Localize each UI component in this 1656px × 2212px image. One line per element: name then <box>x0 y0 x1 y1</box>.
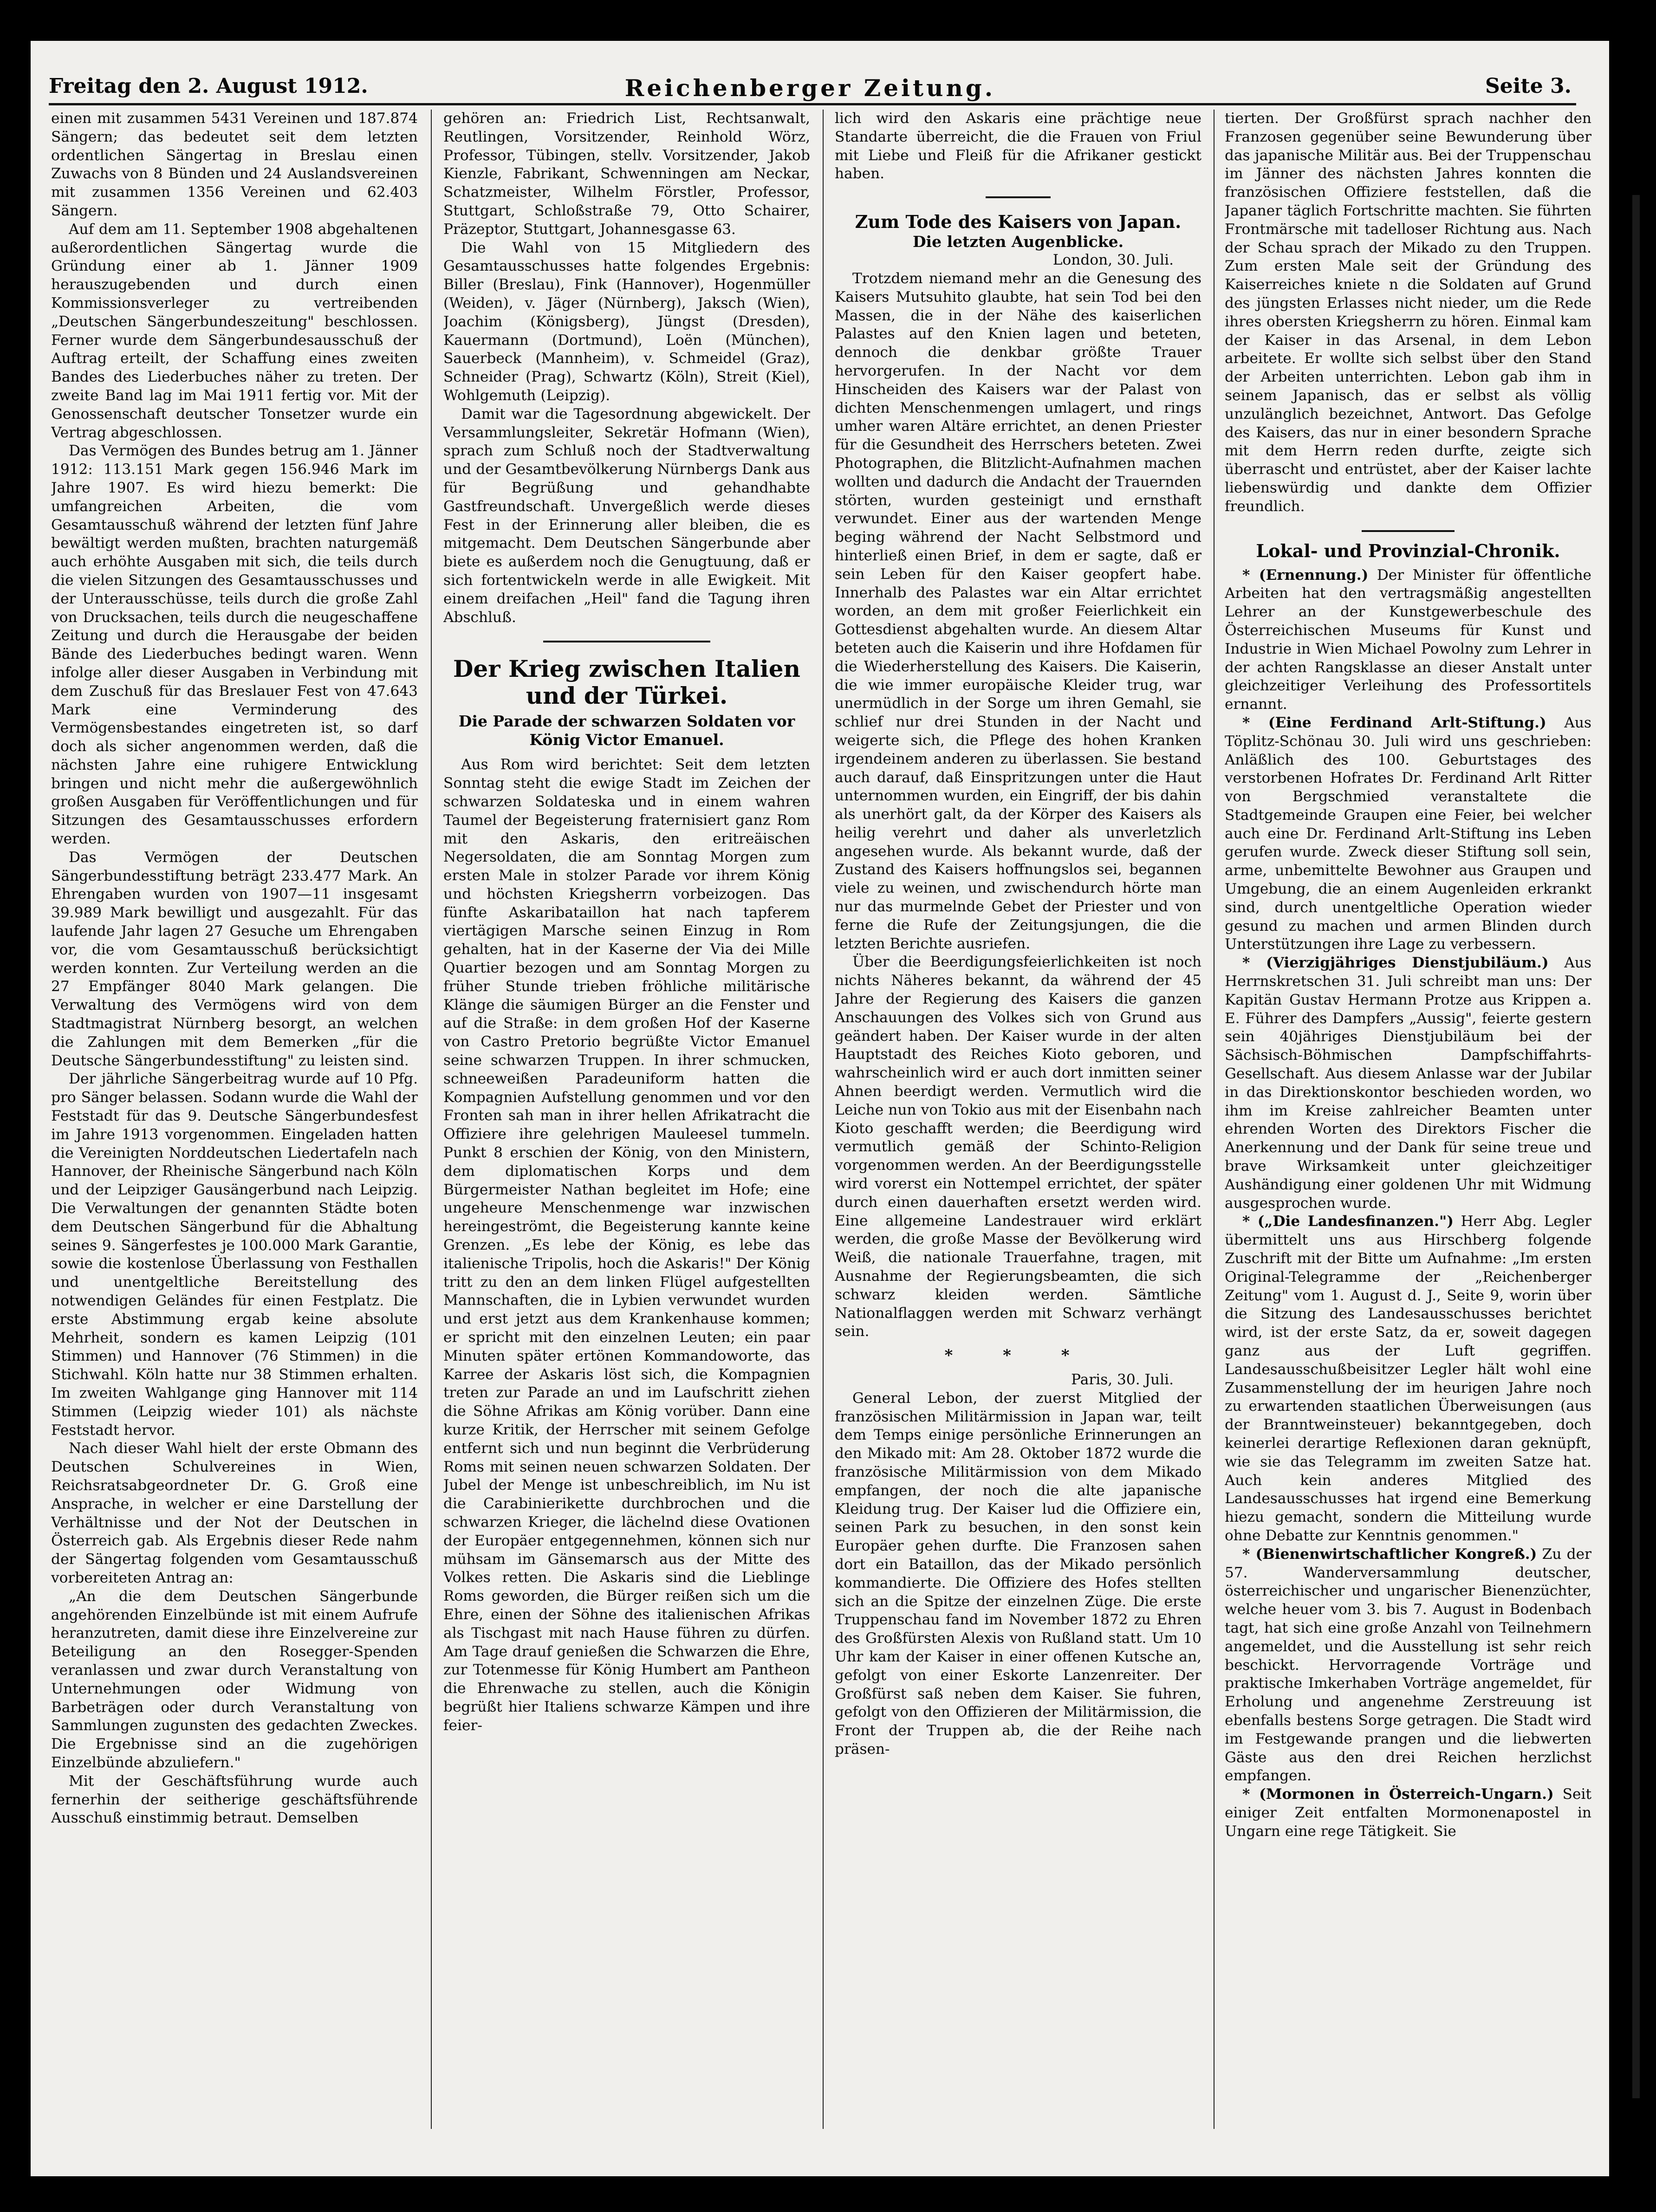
news-item <box>1225 954 1591 1213</box>
news-item-text: Aus Herrnskretschen 31. Juli schreibt man uns: Der Kapitän Gustav Hermann Protze aus Krippen a. E. Führer des Dampfers „Aussig", feierte gestern sein 40jähriges Dienstjubiläum bei der Sächsisch-Böhmischen Dampfschiffahrts-Gesellschaft. Aus diesem Anlasse war der Jubilar in das Direktionskontor beschieden worden, wo ihm im Kreise zahlreicher Beamten unter ehrenden Worten des Direktors Fischer die Anerkennung und der Dank für seine treue und brave Wirksamkeit unter gleichzeitiger Aushändigung einer goldenen Uhr mit Widmung ausgesprochen wurde. <box>1225 954 1591 1212</box>
paragraph: gehören an: Friedrich List, Rechtsanwalt, Reutlingen, Vorsitzender, Reinhold Wörz, Professor, Tübingen, stellv. Vorsitzender, Jakob Kienzle, Fabrikant, Schwenningen am Neckar, Schatzmeister, Wilhelm Förstler, Professor, Stuttgart, Schloßstraße 79, Otto Schairer, Präzeptor, Stuttgart, Johannesgasse 63. <box>443 110 810 238</box>
column-4 <box>1225 110 1591 2134</box>
paragraph: Die Wahl von 15 Mitgliedern des Gesamtausschusses hatte folgendes Ergebnis: Biller (Breslau), Fink (Hannover), Hogenmüller (Weiden), v. Jäger (Nürnberg), Jaksch (Wien), Joachim (Königsberg), Jüngst (Dresden), Kauermann (Dortmund), Loën (München), Sauerbeck (Mannheim), v. Schmeidel (Graz), Schneider (Prag), Schwartz (Köln), Streit (Kiel), Wohlgemuth (Leipzig). <box>443 239 810 404</box>
news-item <box>1225 1785 1591 1841</box>
news-item-head: * (Vierzigjähriges Dienstjubiläum.) <box>1242 954 1549 972</box>
column-rule <box>431 110 432 2129</box>
column-3 <box>835 110 1201 2134</box>
news-item <box>1225 714 1591 954</box>
news-item-text: Der Minister für öffentliche Arbeiten hat den vertragsmäßig angestellten Lehrer an der Kunstgewerbeschule des Österreichischen Museums für Kunst und Industrie in Wien Michael Powolny zum Lehrer in der achten Rangsklasse an dieser Anstalt unter gleichzeitiger Verleihung des Professortitels ernannt. <box>1225 566 1591 713</box>
column-2 <box>443 110 810 2134</box>
news-item-head: * (Bienenwirtschaftlicher Kongreß.) <box>1242 1545 1537 1563</box>
article-headline: Der Krieg zwischen Italien und der Türkei. <box>453 655 800 710</box>
newspaper-title: Reichenberger Zeitung. <box>624 74 996 102</box>
page-number: Seite 3. <box>1485 74 1572 98</box>
header-rule <box>49 103 1576 105</box>
paragraph: Auf dem am 11. September 1908 abgehaltenen außerordentlichen Sängertag wurde die Gründung einer ab 1. Jänner 1909 herauszugebenden und durch einen Kommissionsverleger zu vertreibenden „Deutschen Sängerbundeszeitung" beschlossen. Ferner wurde dem Sängerbundesausschuß der Auftrag erteilt, der Schaffung eines zweiten Bandes des Liederbuches näher zu treten. Der zweite Band lag im Mai 1911 fertig vor. Mit der Genossenschaft deutscher Tonsetzer wurde ein Vertrag abgeschlossen. <box>51 221 418 441</box>
paragraph: einen mit zusammen 5431 Vereinen und 187.874 Sängern; das bedeutet seit dem letzten ordentlichen Sängertag in Breslau einen Zuwachs von 8 Bünden und 24 Auslandsvereinen mit zusammen 1356 Vereinen und 62.403 Sängern. <box>51 110 418 219</box>
scan-edge-bar <box>1632 195 1640 2098</box>
paragraph: Nach dieser Wahl hielt der erste Obmann des Deutschen Schulvereines in Wien, Reichsratsabgeordneter Dr. G. Groß eine Ansprache, in welcher er eine Darstellung der Verhältnisse und der Not der Deutschen in Österreich gab. Als Ergebnis dieser Rede nahm der Sängertag folgenden vom Gesamtausschuß vorbereiteten Antrag an: <box>51 1440 418 1586</box>
paragraph: Über die Beerdigungsfeierlichkeiten ist noch nichts Näheres bekannt, da während der 45 Jahre der Regierung des Kaisers die ganzen Anschauungen des Volkes sich von Grund aus geändert haben. Der Kaiser wurde in der alten Hauptstadt des Reiches Kioto geboren, und wahrscheinlich wird er auch dort inmitten seiner Ahnen beerdigt werden. Vermutlich wird die Leiche nun von Tokio aus mit der Eisenbahn nach Kioto geschafft werden; die Beerdigung wird vermutlich gemäß der Schinto-Religion vorgenommen werden. An der Beerdigungsstelle wird vorerst ein Nottempel errichtet, der später durch einen dauerhaften ersetzt werden wird. Eine allgemeine Landestrauer wird erklärt werden, die große Masse der Bevölkerung wird Weiß, die nationale Trauerfahne, tragen, mit Ausnahme der Regierungsbeamten, die sich schwarz kleiden werden. Sämtliche Nationalflaggen werden mit Schwarz verhängt sein. <box>835 954 1201 1340</box>
paragraph: Mit der Geschäftsführung wurde auch fernerhin der seitherige geschäftsführende Ausschuß einstimmig betraut. Demselben <box>51 1772 418 1827</box>
news-item <box>1225 566 1591 714</box>
section-divider <box>543 641 710 642</box>
news-item-head: * (Ernennung.) <box>1242 566 1369 584</box>
paragraph: Trotzdem niemand mehr an die Genesung des Kaisers Mutsuhito glaubte, hat sein Tod bei den Massen, die in der Nähe des kaiserlichen Palastes auf den Knien lagen und beteten, dennoch die denkbar größte Trauer hervorgerufen. In der Nacht vor dem Hinscheiden des Kaisers war der Palast von dichten Menschenmengen umlagert, und rings umher waren Altäre errichtet, an denen Priester für die Gesundheit des Herrschers beteten. Zwei Photographen, die Blitzlicht-Aufnahmen machen wollten und dadurch die Andacht der Trauernden störten, wurden gesteinigt und ernsthaft verwundet. Einer aus der wartenden Menge beging während der Nacht Selbstmord und hinterließ einen Brief, in dem er sagte, daß er sein Leben für den Kaiser geopfert habe. Innerhalb des Palastes war ein Altar errichtet worden, an dem mit großer Feierlichkeit ein Gottesdienst abgehalten wurde. An diesem Altar beteten auch die Kaiserin und ihre Hofdamen für die Wiederherstellung des Kaisers. Die Kaiserin, die wie immer europäische Kleider trug, war unermüdlich in der Sorge um ihren Gemahl, sie schlief nur drei Stunden in der Nacht und weigerte sich, die Pflege des hohen Kranken irgendeinem anderen zu überlassen. Sie bestand auch darauf, daß Einspritzungen unter die Haut unternommen wurden, ein Eingriff, der bis dahin als unerhört galt, da der Körper des Kaisers als heilig verehrt und daher als unverletzlich angesehen wurde. Als bekannt wurde, daß der Zustand des Kaisers hoffnungslos sei, begannen viele zu weinen, und zwischendurch hörte man nur das murmelnde Gebet der Priester und von ferne die Rufe der Zeitungsjungen, die die letzten Berichte ausriefen. <box>835 270 1201 952</box>
news-item-text: Zu der 57. Wanderversammlung deutscher, österreichischer und ungarischer Bienenzüchter, welche heuer vom 3. bis 7. August in Bodenbach tagt, hat sich eine große Anzahl von Teilnehmern angemeldet, und die Ausstellung ist sehr reich beschickt. Hervorragende Vorträge und praktische Imkerhaben Vorträge angemeldet, für Erholung und angenehme Zerstreuung ist ebenfalls bestens Sorge getragen. Die Stadt wird im Festgewande prangen und die liebwerten Gäste aus den drei Reichen herzlichst empfangen. <box>1225 1545 1591 1784</box>
section-divider <box>986 196 1051 198</box>
paragraph: General Lebon, der zuerst Mitglied der französischen Militärmission in Japan war, teilt dem Temps einige persönliche Erinnerungen an den Mikado mit: Am 28. Oktober 1872 wurde die französische Militärmission von dem Mikado empfangen, der noch die alte japanische Kleidung trug. Der Kaiser lud die Offiziere ein, seinen Park zu besuchen, in den sonst kein Europäer gehen durfte. Die Franzosen sahen dort ein Bataillon, das der Mikado persönlich kommandierte. Die Offiziere des Hofes stellten sich an die Spitze der einzelnen Züge. Die erste Truppenschau fand im November 1872 zu Ehren des Großfürsten Alexis von Rußland statt. Um 10 Uhr kam der Kaiser in einer offenen Kutsche an, gefolgt von einer Eskorte Lanzenreiter. Der Großfürst saß neben dem Kaiser. Sie fuhren, gefolgt von den Offizieren der Militärmission, die Front der Truppen ab, die der Reihe nach präsen- <box>835 1389 1201 1758</box>
news-item <box>1225 1213 1591 1545</box>
news-item-head: * (Eine Ferdinand Arlt-Stiftung.) <box>1242 714 1546 731</box>
dateline: London, 30. Juli. <box>1052 252 1174 269</box>
paragraph: „An die dem Deutschen Sängerbunde angehörenden Einzelbünde ist mit einem Aufrufe heranzutreten, damit diese ihre Einzelvereine zur Beteiligung an den Rosegger-Spenden veranlassen und zwar durch Veranstaltung von Unternehmungen oder Widmung von Barbeträgen oder durch Veranstaltung von Sammlungen zugunsten des gedachten Zweckes. Die Ergebnisse sind an die zugehörigen Einzelbünde abzuliefern." <box>51 1588 418 1771</box>
article-subheadline: Die Parade der schwarzen Soldaten vor König Victor Emanuel. <box>458 712 795 749</box>
news-item-head: * (Mormonen in Österreich-Ungarn.) <box>1242 1786 1554 1803</box>
article-subheadline: Die letzten Augenblicke. <box>912 233 1124 251</box>
news-item-text: Aus Töplitz-Schönau 30. Juli wird uns geschrieben: Anläßlich des 100. Geburtstages des verstorbenen Hofrates Dr. Ferdinand Arlt Ritter von Bergschmied veranstaltete die Stadtgemeinde Graupen eine Feier, bei welcher auch eine Dr. Ferdinand Arlt-Stiftung ins Leben gerufen wurde. Zweck dieser Stiftung soll sein, arme, unbemittelte Bewohner aus Graupen und Umgebung, die an einem Augenleiden erkrankt sind, durch unentgeltliche Operation wieder gesund zu machen und armen Blinden durch Unterstützungen ihre Lage zu verbessern. <box>1225 714 1591 953</box>
section-headline: Lokal- und Provinzial-Chronik. <box>1256 540 1560 561</box>
article-headline: Zum Tode des Kaisers von Japan. <box>855 211 1182 233</box>
masthead <box>49 74 1572 107</box>
paragraph: tierten. Der Großfürst sprach nachher den Franzosen gegenüber seine Bewunderung über das japanische Militär aus. Bei der Truppenschau im Jänner des nächsten Jahres konnten die französischen Offiziere feststellen, daß die Japaner täglich Fortschritte machten. Sie führten Frontmärsche mit tadelloser Richtung aus. Nach der Schau sprach der Mikado zu den Truppen. Zum ersten Male seit der Gründung des Kaiserreiches kniete n die Soldaten auf Grund des jüngsten Erlasses nicht nieder, um die Rede ihres obersten Kriegsherrn zu hören. Einmal kam der Kaiser in das Arsenal, in dem Lebon arbeitete. Er wollte sich selbst über den Stand der Arbeiten unterrichten. Lebon gab ihm in seinem Japanisch, das er selbst als völlig unzulänglich bezeichnet, Antwort. Das Gefolge des Kaisers, das nur in einer besondern Sprache mit dem Herrn reden durfte, zeigte sich überrascht und entrüstet, aber der Kaiser lachte liebenswürdig und dankte dem Offizier freundlich. <box>1225 110 1591 515</box>
paragraph: Damit war die Tagesordnung abgewickelt. Der Versammlungsleiter, Sekretär Hofmann (Wien), sprach zum Schluß noch der Stadtverwaltung und der Gesamtbevölkerung Nürnbergs Dank aus für Begrüßung und gehandhabte Gastfreundschaft. Unvergeßlich werde dieses Fest in der Erinnerung aller bleiben, die es mitgemacht. Dem Deutschen Sängerbunde aber biete es außerdem noch die Genugtuung, daß er sich fortentwickeln werde in alle Ewigkeit. Mit einem dreifachen „Heil" fand die Tagung ihren Abschluß. <box>443 405 810 626</box>
news-item-head: * („Die Landesfinanzen.") <box>1242 1213 1454 1230</box>
column-1 <box>51 110 418 2134</box>
scan-edge <box>1625 0 1656 2212</box>
column-rule <box>823 110 824 2129</box>
paragraph: Das Vermögen des Bundes betrug am 1. Jänner 1912: 113.151 Mark gegen 156.946 Mark im Jahre 1907. Es wird hiezu bemerkt: Die umfangreichen Arbeiten, die vom Gesamtausschuß während der letzten fünf Jahre bewältigt werden mußten, brachten naturgemäß auch erhöhte Ausgaben mit sich, die teils durch die vielen Sitzungen des Gesamtausschusses und der Unterausschüsse, teils durch die große Zahl von Drucksachen, teils durch die neugeschaffene Zeitung und durch die Herausgabe der beiden Bände des Liederbuches bedingt waren. Wenn infolge aller dieser Ausgaben in Verbindung mit dem Zuschuß für das Breslauer Fest von 47.643 Mark eine Verminderung des Vermögensbestandes eingetreten ist, so darf doch als sicher angenommen werden, daß die nächsten Jahre eine ruhigere Entwicklung bringen und nicht mehr die außergewöhnlich großen Ausgaben für Veröffentlichungen und für Sitzungen des Gesamtausschusses erfordern werden. <box>51 442 418 848</box>
news-item-text: Herr Abg. Legler übermittelt uns aus Hirschberg folgende Zuschrift mit der Bitte um Aufnahme: „Im ersten Original-Telegramme der „Reichenberger Zeitung" vom 1. August d. J., Seite 9, worin über die Sitzung des Landesausschusses berichtet wird, ist der erste Satz, da er, soweit dagegen ganz aus der Luft gegriffen. Landesausschußbeisitzer Legler hält wohl eine Zusammenstellung der im heurigen Jahre noch zu erwartenden staatlichen Überweisungen (aus der Branntweinsteuer) bekanntgegeben, doch keinerlei derartige Reflexionen daran geknüpft, wie sie das Telegramm im zweiten Satze hat. Auch kein anderes Mitglied des Landesausschusses hat irgend eine Bemerkung hiezu gemacht, sondern die Mitteilung wurde ohne Debatte zur Kenntnis genommen." <box>1225 1213 1591 1544</box>
paragraph: Aus Rom wird berichtet: Seit dem letzten Sonntag steht die ewige Stadt im Zeichen der schwarzen Soldateska und in einem wahren Taumel der Begeisterung fraternisiert ganz Rom mit den Askaris, den eritreäischen Negersoldaten, die am Sonntag Morgen zum ersten Male in stolzer Parade vor ihrem König und höchsten Kriegsherrn vorbeizogen. Das fünfte Askaribataillon hat nach tapferem viertägigen Marsche seinen Einzug in Rom gehalten, hat in der Kaserne der Via dei Mille Quartier bezogen und am Sonntag Morgen zu früher Stunde trieben fröhliche militärische Klänge die säumigen Bürger an die Fenster und auf die Straße: in dem großen Hof der Kaserne von Castro Pretorio begrüßte Victor Emanuel seine schwarzen Truppen. In ihrer schmucken, schneeweißen Paradeuniform hatten die Kompagnien Aufstellung genommen und vor den Fronten sah man in ihrer hellen Afrikatracht die Offiziere ihre gelehrigen Mauleesel tummeln. Punkt 8 erschien der König, von den Ministern, dem diplomatischen Korps und dem Bürgermeister Nathan begleitet im Hofe; eine ungeheure Menschenmenge war inzwischen hereingeströmt, die Begeisterung kannte keine Grenzen. „Es lebe der König, es lebe das italienische Tripolis, hoch die Askaris!" Der König tritt zu den an dem linken Flügel aufgestellten Mannschaften, die in Lybien verwundet wurden und erst jetzt aus dem Krankenhause kommen; er spricht mit den einzelnen Leuten; ein paar Minuten später ertönen Kommandoworte, das Karree der Askaris löst sich, die Kompagnien treten zur Parade an und im Laufschritt ziehen die Söhne Afrikas am König vorüber. Dann eine kurze Kritik, der Herrscher mit seinem Gefolge entfernt sich und nun beginnt die Verbrüderung Roms mit seinen neuen schwarzen Soldaten. Der Jubel der Menge ist unbeschreiblich, im Nu ist die Carabinierikette durchbrochen und die schwarzen Krieger, die lächelnd diese Ovationen der Europäer entgegennehmen, können sich nur mühsam im Gänsemarsch aus der Mitte des Volkes retten. Die Askaris sind die Lieblinge Roms geworden, die Bürger reißen sich um die Ehre, einen der Söhne des italienischen Afrikas als Tischgast mit nach Hause führen zu dürfen. Am Tage drauf genießen die Schwarzen die Ehre, zur Totenmesse für König Humbert am Pantheon die Ehrenwache zu stellen, auch die Königin begrüßt hier Italiens schwarze Kämpen und ihre feier- <box>443 756 810 1734</box>
news-item <box>1225 1545 1591 1785</box>
paragraph: Das Vermögen der Deutschen Sängerbundesstiftung beträgt 233.477 Mark. An Ehrengaben wurden von 1907—11 insgesamt 39.989 Mark bewilligt und ausgezahlt. Für das laufende Jahr lagen 27 Gesuche um Ehrengaben vor, die vom Gesamtausschuß berücksichtigt werden konnten. Zur Verteilung werden an die 27 Empfänger 8040 Mark gelangen. Die Verwaltung des Vermögens wird von dem Stadtmagistrat Nürnberg besorgt, an welchen die Zahlungen mit dem Bemerken „für die Deutsche Sängerbundesstiftung" zu leisten sind. <box>51 849 418 1069</box>
paragraph: lich wird den Askaris eine prächtige neue Standarte überreicht, die die Frauen von Friul mit Liebe und Fleiß für die Afrikaner gestickt haben. <box>835 110 1201 182</box>
issue-date: Freitag den 2. August 1912. <box>49 74 368 98</box>
section-divider <box>1362 530 1455 532</box>
dateline: Paris, 30. Juli. <box>1071 1371 1174 1388</box>
news-item-text: Seit einiger Zeit entfalten Mormonenapostel in Ungarn eine rege Tätigkeit. Sie <box>1225 1786 1591 1840</box>
paragraph: Der jährliche Sängerbeitrag wurde auf 10 Pfg. pro Sänger belassen. Sodann wurde die Wahl der Feststadt für das 9. Deutsche Sängerbundesfest im Jahre 1913 vorgenommen. Eingeladen hatten die Vereinigten Norddeutschen Liedertafeln nach Hannover, der Rheinische Sängerbund nach Köln und der Leipziger Gausängerbund nach Leipzig. Die Verwaltungen der genannten Städte boten dem Deutschen Sängerbund für die Abhaltung seines 9. Sängerfestes je 100.000 Mark Garantie, sowie die kostenlose Überlassung von Festhallen und unentgeltliche Bereitstellung des notwendigen Geländes für einen Festplatz. Die erste Abstimmung ergab keine absolute Mehrheit, sondern es kamen Leipzig (101 Stimmen) und Hannover (76 Stimmen) in die Stichwahl. Köln hatte nur 38 Stimmen erhalten. Im zweiten Wahlgange ging Hannover mit 114 Stimmen (Leipzig wieder 101) als nächste Feststadt hervor. <box>51 1070 418 1439</box>
section-stars: * * * <box>944 1346 1092 1365</box>
